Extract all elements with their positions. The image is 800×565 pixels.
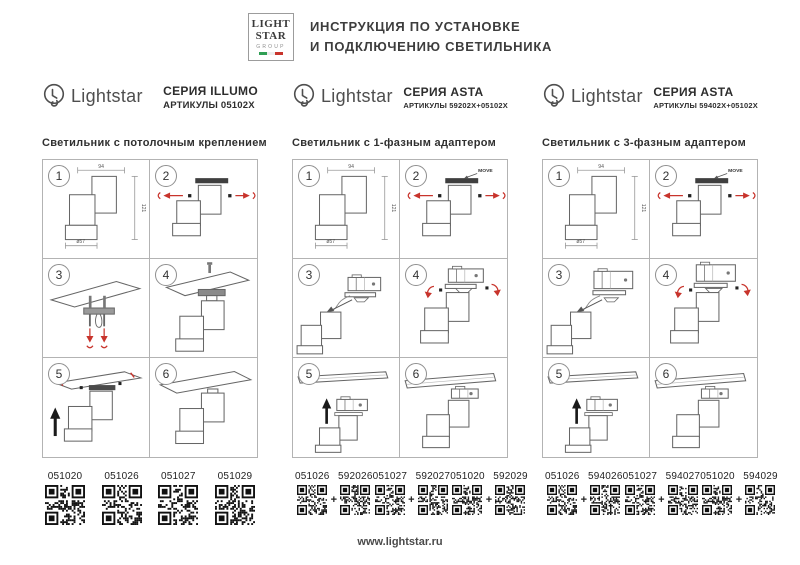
steps-grid xyxy=(42,159,258,458)
article-code-group xyxy=(102,471,142,525)
step-cell xyxy=(43,259,150,358)
lightstar-bulb-icon xyxy=(542,83,566,110)
article-number: 051026 xyxy=(545,471,580,482)
svg-text:121: 121 xyxy=(639,203,646,213)
qr-code-icon xyxy=(340,485,370,515)
article-number: 592026 xyxy=(338,471,373,482)
step-cell xyxy=(400,160,507,259)
article-number: 051029 xyxy=(217,471,253,482)
article-number: 051020 xyxy=(700,471,735,482)
step-number: 1 xyxy=(548,165,570,187)
header xyxy=(0,0,800,61)
series-block xyxy=(403,82,508,110)
instruction-columns xyxy=(0,61,800,525)
svg-text:94: 94 xyxy=(598,164,604,171)
series-block xyxy=(163,81,258,111)
step-cell xyxy=(43,160,150,259)
article-code xyxy=(373,471,408,515)
article-code xyxy=(45,471,85,525)
step-cell xyxy=(543,358,650,457)
article-code xyxy=(295,471,330,515)
brand-wordmark: Lightstar xyxy=(321,85,393,106)
series-name: СЕРИЯ ASTA xyxy=(653,85,734,99)
series-articles: АРТИКУЛЫ 59202X+05102X xyxy=(403,101,508,110)
article-code-group xyxy=(545,471,623,515)
article-number: 051027 xyxy=(161,471,196,482)
step-number: 3 xyxy=(298,264,320,286)
article-code xyxy=(158,471,198,525)
step-number: 1 xyxy=(298,165,320,187)
step-cell xyxy=(650,160,757,259)
article-code xyxy=(416,471,451,515)
qr-code-icon xyxy=(375,485,405,515)
steps-grid xyxy=(542,159,758,458)
svg-text:94: 94 xyxy=(98,164,104,171)
article-code xyxy=(623,471,658,515)
article-code xyxy=(743,471,778,515)
series-name: СЕРИЯ ILLUMO xyxy=(163,84,258,98)
series-articles: АРТИКУЛЫ 05102X xyxy=(163,100,255,111)
qr-code-icon xyxy=(745,485,775,515)
article-number: 051020 xyxy=(47,471,83,482)
step-number: 6 xyxy=(155,363,177,385)
step-cell xyxy=(543,160,650,259)
article-code xyxy=(215,471,255,525)
step-number: 5 xyxy=(298,363,320,385)
plus-sign: + xyxy=(658,494,665,506)
qr-code-icon xyxy=(45,485,85,525)
svg-text:94: 94 xyxy=(348,164,354,171)
brand-row xyxy=(42,75,258,117)
step-number: 2 xyxy=(405,165,427,187)
plus-sign: + xyxy=(485,494,493,506)
brand-row xyxy=(542,75,758,117)
svg-text:ø57: ø57 xyxy=(576,239,586,246)
plus-sign: + xyxy=(735,494,743,506)
column-subtitle: Светильник с 3-фазным адаптером xyxy=(542,137,747,149)
svg-text:MOVE: MOVE xyxy=(728,168,743,174)
step-number: 4 xyxy=(655,264,677,286)
article-codes-row xyxy=(292,471,528,515)
title-line-2: И ПОДКЛЮЧЕНИЮ СВЕТИЛЬНИКА xyxy=(309,39,553,54)
article-code xyxy=(102,471,142,525)
article-code xyxy=(700,471,735,515)
step-number: 3 xyxy=(548,264,570,286)
article-number: 051027 xyxy=(372,471,408,482)
step-cell xyxy=(150,160,257,259)
qr-code-icon xyxy=(452,485,482,515)
series-articles: АРТИКУЛЫ 59402X+05102X xyxy=(653,101,758,110)
article-number: 592027 xyxy=(415,471,451,482)
article-codes-row xyxy=(542,471,778,515)
column-subtitle: Светильник с 1-фазным адаптером xyxy=(292,137,497,149)
qr-code-icon xyxy=(495,485,525,515)
article-number: 051026 xyxy=(104,471,139,482)
article-code xyxy=(493,471,528,515)
steps-grid xyxy=(292,159,508,458)
qr-code-icon xyxy=(215,485,255,525)
footer xyxy=(0,532,800,550)
svg-text:MOVE: MOVE xyxy=(478,168,493,174)
article-code-group xyxy=(700,471,778,515)
article-number: 051027 xyxy=(622,471,658,482)
plus-sign: + xyxy=(330,494,338,506)
step-number: 5 xyxy=(548,363,570,385)
step-cell xyxy=(293,358,400,457)
article-number: 594029 xyxy=(743,471,778,482)
svg-text:121: 121 xyxy=(389,203,396,213)
step-cell xyxy=(293,160,400,259)
step-number: 5 xyxy=(48,363,70,385)
article-code-group xyxy=(158,471,198,525)
step-cell xyxy=(400,259,507,358)
step-cell xyxy=(150,358,257,457)
step-number: 4 xyxy=(405,264,427,286)
step-number: 2 xyxy=(655,165,677,187)
qr-code-icon xyxy=(668,485,698,515)
step-number: 6 xyxy=(405,363,427,385)
lightstar-bulb-icon xyxy=(292,83,316,110)
article-code-group xyxy=(373,471,451,515)
qr-code-icon xyxy=(418,485,448,515)
article-code-group xyxy=(45,471,85,525)
italy-flag-icon xyxy=(259,52,283,55)
article-code-group xyxy=(295,471,373,515)
article-code-group xyxy=(215,471,255,525)
qr-code-icon xyxy=(102,485,142,525)
svg-text:ø57: ø57 xyxy=(326,239,336,246)
title-line-1: ИНСТРУКЦИЯ ПО УСТАНОВКЕ xyxy=(309,18,521,34)
article-code-group xyxy=(623,471,701,515)
qr-code-icon xyxy=(702,485,732,515)
step-number: 2 xyxy=(155,165,177,187)
article-code-group xyxy=(450,471,528,515)
page-title xyxy=(310,17,552,57)
step-cell xyxy=(650,259,757,358)
article-code xyxy=(338,471,373,515)
qr-code-icon xyxy=(590,485,620,515)
step-number: 6 xyxy=(655,363,677,385)
step-number: 1 xyxy=(48,165,70,187)
brand-row xyxy=(292,75,508,117)
step-cell xyxy=(400,358,507,457)
brand-wordmark: Lightstar xyxy=(571,85,643,106)
qr-code-icon xyxy=(547,485,577,515)
logo-text-light: LIGHT xyxy=(251,18,291,31)
column-asta-1phase xyxy=(292,75,528,525)
article-number: 051020 xyxy=(450,471,485,482)
step-number: 3 xyxy=(48,264,70,286)
step-number: 4 xyxy=(155,264,177,286)
lightstar-bulb-icon xyxy=(42,83,66,110)
article-code xyxy=(666,471,701,515)
article-number: 592029 xyxy=(493,471,528,482)
svg-text:ø57: ø57 xyxy=(76,239,86,246)
step-cell xyxy=(43,358,150,457)
plus-sign: + xyxy=(408,494,415,506)
qr-code-icon xyxy=(297,485,327,515)
article-code xyxy=(545,471,580,515)
article-codes-row xyxy=(42,471,258,525)
series-block xyxy=(653,82,758,110)
logo-text-group: GROUP xyxy=(256,43,286,50)
step-cell xyxy=(650,358,757,457)
series-name: СЕРИЯ ASTA xyxy=(403,85,484,99)
qr-code-icon xyxy=(625,485,655,515)
lightstar-group-logo xyxy=(248,13,294,61)
column-asta-3phase xyxy=(542,75,778,525)
brand-wordmark: Lightstar xyxy=(71,85,143,106)
article-code xyxy=(588,471,623,515)
step-cell xyxy=(150,259,257,358)
qr-code-icon xyxy=(158,485,198,525)
article-number: 594026 xyxy=(588,471,623,482)
article-number: 051026 xyxy=(295,471,330,482)
website-link[interactable]: www.lightstar.ru xyxy=(357,536,443,548)
plus-sign: + xyxy=(580,494,588,506)
logo-text-star: STAR xyxy=(255,30,287,42)
article-number: 594027 xyxy=(665,471,701,482)
step-cell xyxy=(543,259,650,358)
column-illumo-ceiling xyxy=(42,75,267,525)
article-code xyxy=(450,471,485,515)
step-cell xyxy=(293,259,400,358)
svg-text:121: 121 xyxy=(139,203,146,213)
column-subtitle: Светильник с потолочным креплением xyxy=(42,137,267,149)
